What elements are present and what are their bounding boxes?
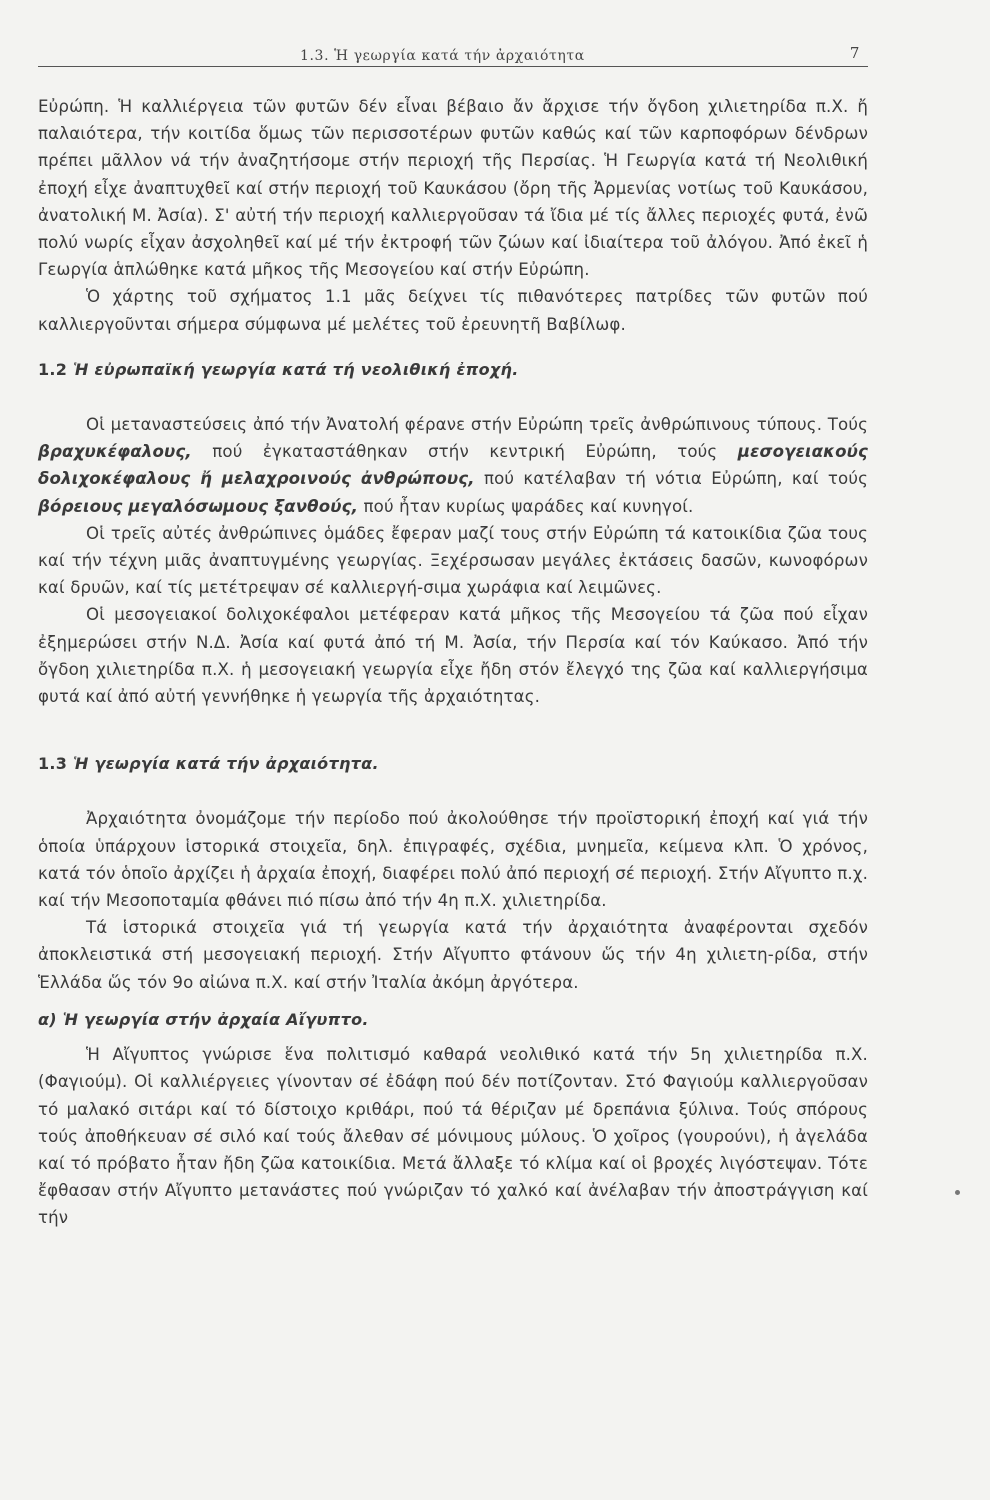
- text-run: Οἱ μεταναστεύσεις ἀπό τήν Ἀνατολή φέρανε στήν Εὐρώπη τρεῖς ἀνθρώπινους τύπους. Τούς: [86, 415, 868, 435]
- subsection-title: Ἡ γεωργία στήν ἀρχαία Αἴγυπτο.: [62, 1009, 369, 1029]
- running-header: [38, 44, 868, 67]
- subsection-heading-a: [38, 1006, 868, 1033]
- section-heading-1-2: [38, 356, 868, 383]
- paragraph-5: Οἱ μεσογειακοί δολιχοκέφαλοι μετέφεραν κατά μῆκος τῆς Μεσογείου τά ζῶα πού εἶχαν ἐξημερώσει στήν Ν.Δ. Ἀσία καί φυτά ἀπό τή Μ. Ἀσία, τήν Περσία καί τόν Καύκασο. Ἀπό τήν ὄγδοη χιλιετηρίδα π.Χ. ἡ μεσογειακή γεωργία εἶχε ἤδη στόν ἔλεγχό της ζῶα καί καλλιεργήσιμα φυτά καί ἀπό αὐτή γεννήθηκε ἡ γεωργία τῆς ἀρχαιότητας.: [38, 605, 868, 707]
- section-number: 1.2: [38, 359, 68, 379]
- running-title: 1.3. Ἡ γεωργία κατά τήν ἀρχαιότητα: [300, 48, 585, 64]
- text-run: πού ἦταν κυρίως ψαράδες καί κυνηγοί.: [363, 496, 694, 516]
- paragraph-7: Τά ἱστορικά στοιχεῖα γιά τή γεωργία κατά τήν ἀρχαιότητα ἀναφέρονται σχεδόν ἀποκλειστικά στή μεσογειακή περιοχή. Στήν Αἴγυπτο φτάνουν ὥς τήν 4η χιλιετη-ρίδα, στήν Ἑλλάδα ὥς τόν 9ο αἰώνα π.Χ. καί στήν Ἰταλία ἀκόμη ἀργότερα.: [38, 918, 868, 992]
- text-run: πού κατέλαβαν τή νότια Εὐρώπη, καί τούς: [483, 469, 869, 489]
- emphasis-northern: βόρειους μεγαλόσωμους ξανθούς,: [38, 496, 359, 516]
- paragraph-8: Ἡ Αἴγυπτος γνώρισε ἕνα πολιτισμό καθαρά νεολιθικό κατά τήν 5η χιλιετηρίδα π.Χ. (Φαγιούμ). Οἱ καλλιέργειες γίνονταν σέ ἐδάφη πού δέν ποτίζονταν. Στό Φαγιούμ καλλιεργοῦσαν τό μαλακό σιτάρι καί τό δίστοιχο κριθάρι, πού τά θέριζαν μέ δρεπάνια ξύλινα. Τούς σπόρους τούς ἀποθήκευαν σέ σιλό καί τούς ἄλεθαν σέ μόνιμους μύλους. Ὁ χοῖρος (γουρούνι), ἡ ἀγελάδα καί τό πρόβατο ἦταν ἤδη ζῶα κατοικίδια. Μετά ἄλλαξε τό κλίμα καί οἱ βροχές λιγόστεψαν. Τότε ἔφθασαν στήν Αἴγυπτο μετανάστες πού γνώριζαν τό χαλκό καί ἀνέλαβαν τήν ἀποστράγγιση καί τήν: [38, 1045, 868, 1228]
- page-number: 7: [849, 44, 860, 62]
- section-number: 1.3: [38, 754, 68, 774]
- paragraph-6: Ἀρχαιότητα ὀνομάζομε τήν περίοδο πού ἀκολούθησε τήν προϊστορική ἐποχή καί γιά τήν ὁποία ὑπάρχουν ἱστορικά στοιχεῖα, δηλ. ἐπιγραφές, σχέδια, μνημεῖα, κείμενα κλπ. Ὁ χρόνος, κατά τόν ὁποῖο ἀρχίζει ἡ ἀρχαία ἐποχή, διαφέρει πολύ ἀπό περιοχή σέ περιοχή. Στήν Αἴγυπτο π.χ. καί τήν Μεσοποταμία φθάνει πιό πίσω ἀπό τήν 4η π.Χ. χιλιετηρίδα.: [38, 809, 868, 911]
- paragraph-2: Ὁ χάρτης τοῦ σχήματος 1.1 μᾶς δείχνει τίς πιθανότερες πατρίδες τῶν φυτῶν πού καλλιεργοῦνται σήμερα σύμφωνα μέ μελέτες τοῦ ἐρευνητῆ Βαβίλωφ.: [38, 287, 868, 334]
- emphasis-brachycephalic: βραχυκέφαλους,: [38, 442, 192, 462]
- scan-speck: [955, 1190, 960, 1195]
- section-heading-1-3: [38, 750, 868, 777]
- section-title: Ἡ εὐρωπαϊκή γεωργία κατά τή νεολιθική ἐποχή.: [73, 359, 519, 379]
- page-body: [38, 93, 868, 1232]
- section-title: Ἡ γεωργία κατά τήν ἀρχαιότητα.: [73, 754, 379, 774]
- text-run: πού ἐγκαταστάθηκαν στήν κεντρική Εὐρώπη, τούς: [212, 442, 718, 462]
- paragraph-3: [38, 411, 868, 520]
- paragraph-4: Οἱ τρεῖς αὐτές ἀνθρώπινες ὁμάδες ἔφεραν μαζί τους στήν Εὐρώπη τά κατοικίδια ζῶα τους καί τήν τέχνη μιᾶς ἀναπτυγμένης γεωργίας. Ξεχέρσωσαν μεγάλες ἐκτάσεις δασῶν, κωνοφόρων καί δρυῶν, καί τίς μετέτρεψαν σέ καλλιεργή-σιμα χωράφια καί λειμῶνες.: [38, 523, 868, 598]
- paragraph-1: Εὐρώπη. Ἡ καλλιέργεια τῶν φυτῶν δέν εἶναι βέβαιο ἄν ἄρχισε τήν ὄγδοη χιλιετηρίδα π.Χ. ἤ παλαιότερα, τήν κοιτίδα ὅμως τῶν περισσοτέρων φυτῶν καθώς καί τῶν καρποφόρων δένδρων πρέπει μᾶλλον νά τήν ἀναζητήσομε στήν περιοχή τῆς Περσίας. Ἡ Γεωργία κατά τή Νεολιθική ἐποχή εἶχε ἀναπτυχθεῖ καί στήν περιοχή τοῦ Καυκάσου (ὄρη τῆς Ἀρμενίας νοτίως τοῦ Καυκάσου, ἀνατολική Μ. Ἀσία). Σ' αὐτή τήν περιοχή καλλιεργοῦσαν τά ἴδια μέ τίς ἄλλες περιοχές φυτά, ἐνῶ πολύ νωρίς εἶχαν ἀσχοληθεῖ καί μέ τήν ἐκτροφή τῶν ζώων καί ἰδιαίτερα τοῦ ἀλόγου. Ἀπό ἐκεῖ ἡ Γεωργία ἁπλώθηκε κατά μῆκος τῆς Μεσογείου καί στήν Εὐρώπη.: [38, 97, 868, 280]
- emphasis-mediterranean: μεσογειακούς δολιχοκέφαλους ἤ μελαχροινούς ἀνθρώπους,: [38, 442, 868, 489]
- subsection-label: α): [38, 1009, 57, 1029]
